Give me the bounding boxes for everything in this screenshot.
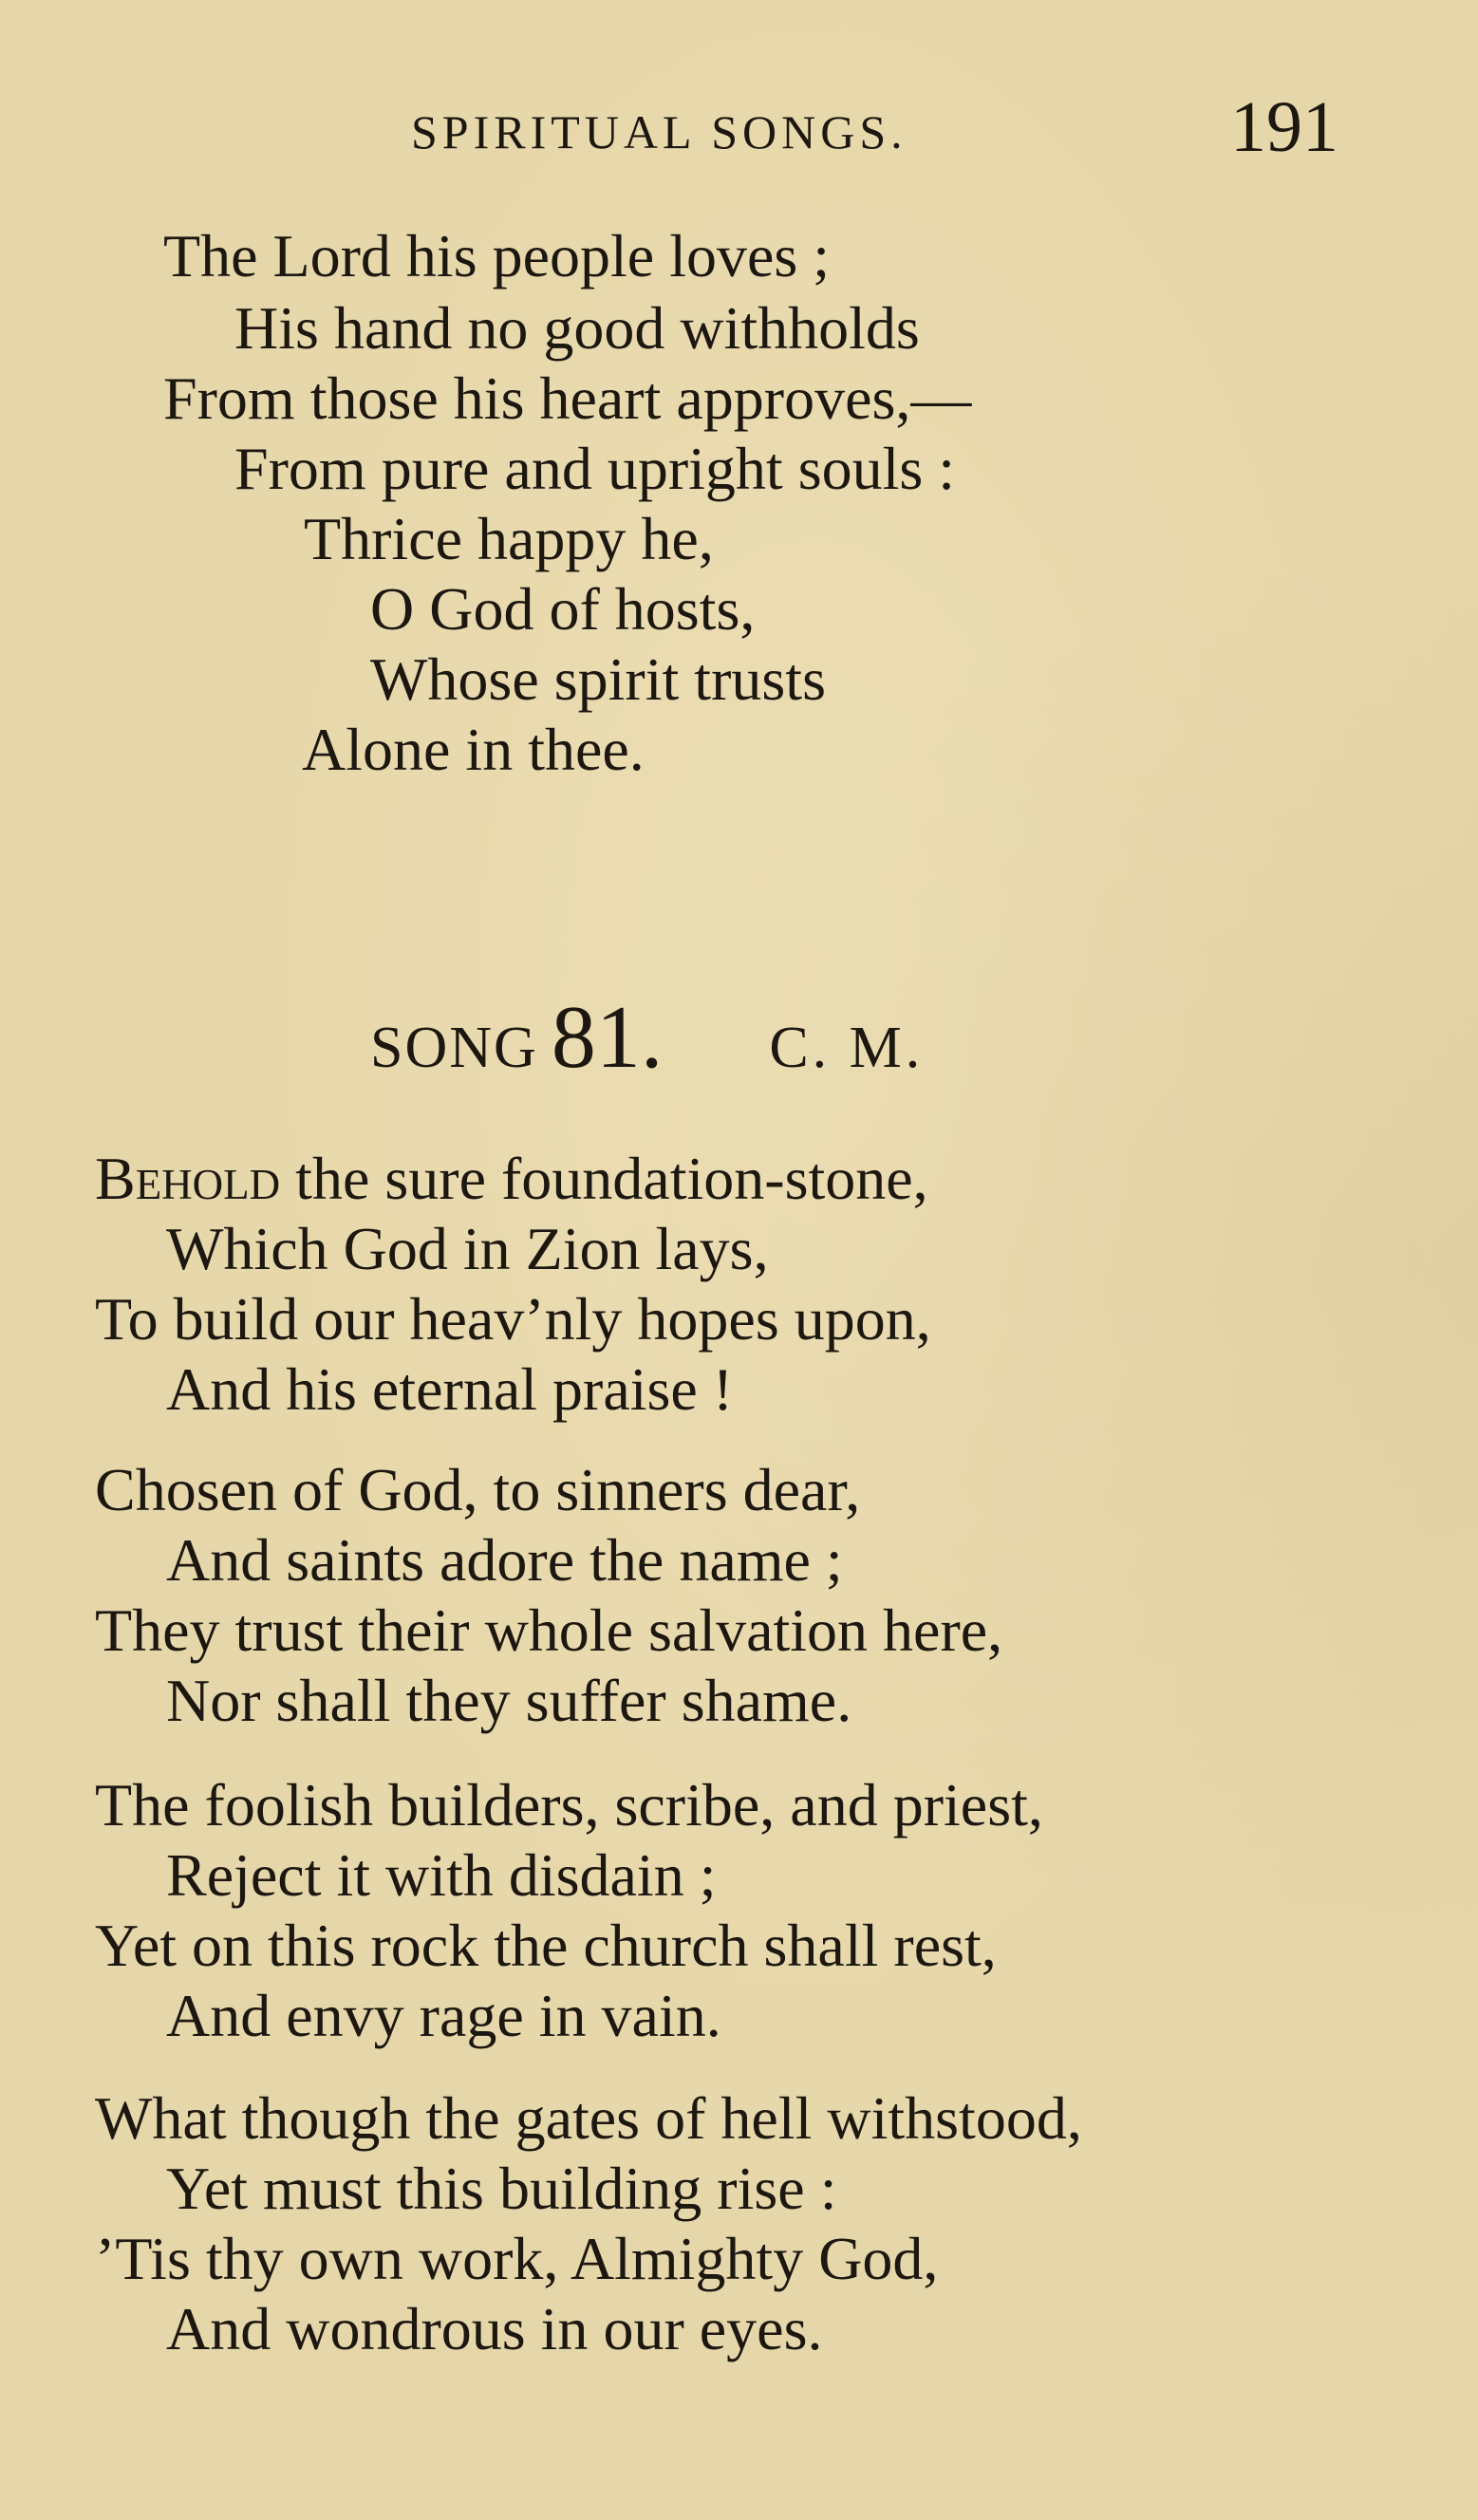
stanza-line: Yet must this building rise :: [166, 2155, 837, 2222]
stanza-line: What though the gates of hell withstood,: [95, 2084, 1082, 2152]
running-head: [0, 87, 1478, 167]
stanza-line: [95, 1145, 928, 1212]
verse-line: Whose spirit trusts: [370, 645, 826, 713]
opening-word: Behold: [95, 1145, 281, 1212]
stanza-line: Reject it with disdain ;: [166, 1841, 717, 1909]
stanza-line: Nor shall they suffer shame.: [166, 1667, 852, 1734]
stanza-line: And saints adore the name ;: [166, 1526, 843, 1594]
song-meter: C. M.: [769, 1016, 925, 1080]
stanza-line: Which God in Zion lays,: [166, 1215, 769, 1282]
verse-line: The Lord his people loves ;: [163, 222, 831, 289]
stanza-line: And his eternal praise !: [166, 1355, 734, 1423]
stanza-line: And envy rage in vain.: [166, 1982, 721, 2049]
verse-line: His hand no good withholds: [234, 294, 920, 362]
verse-line: Thrice happy he,: [304, 505, 714, 572]
verse-line: Alone in thee.: [302, 716, 645, 783]
verse-line: From those his heart approves,—: [163, 364, 972, 432]
running-title: SPIRITUAL SONGS.: [411, 105, 907, 159]
song-heading: [370, 988, 925, 1087]
opening-line-rest: the sure foundation-stone,: [280, 1145, 928, 1212]
verse-line: From pure and upright souls :: [234, 435, 956, 502]
verse-line: O God of hosts,: [370, 575, 756, 643]
stanza-line: Chosen of God, to sinners dear,: [95, 1456, 861, 1523]
stanza-line: To build our heav’nly hopes upon,: [95, 1285, 931, 1353]
page-number: 191: [1230, 87, 1338, 167]
stanza-line: ’Tis thy own work, Almighty God,: [95, 2225, 939, 2292]
stanza-line: And wondrous in our eyes.: [166, 2295, 823, 2362]
stanza-line: Yet on this rock the church shall rest,: [95, 1912, 997, 1979]
song-label: SONG: [370, 1016, 538, 1080]
stanza-line: They trust their whole salvation here,: [95, 1596, 1003, 1664]
stanza-line: The foolish builders, scribe, and priest,: [95, 1771, 1043, 1839]
song-number: 81.: [551, 988, 664, 1087]
